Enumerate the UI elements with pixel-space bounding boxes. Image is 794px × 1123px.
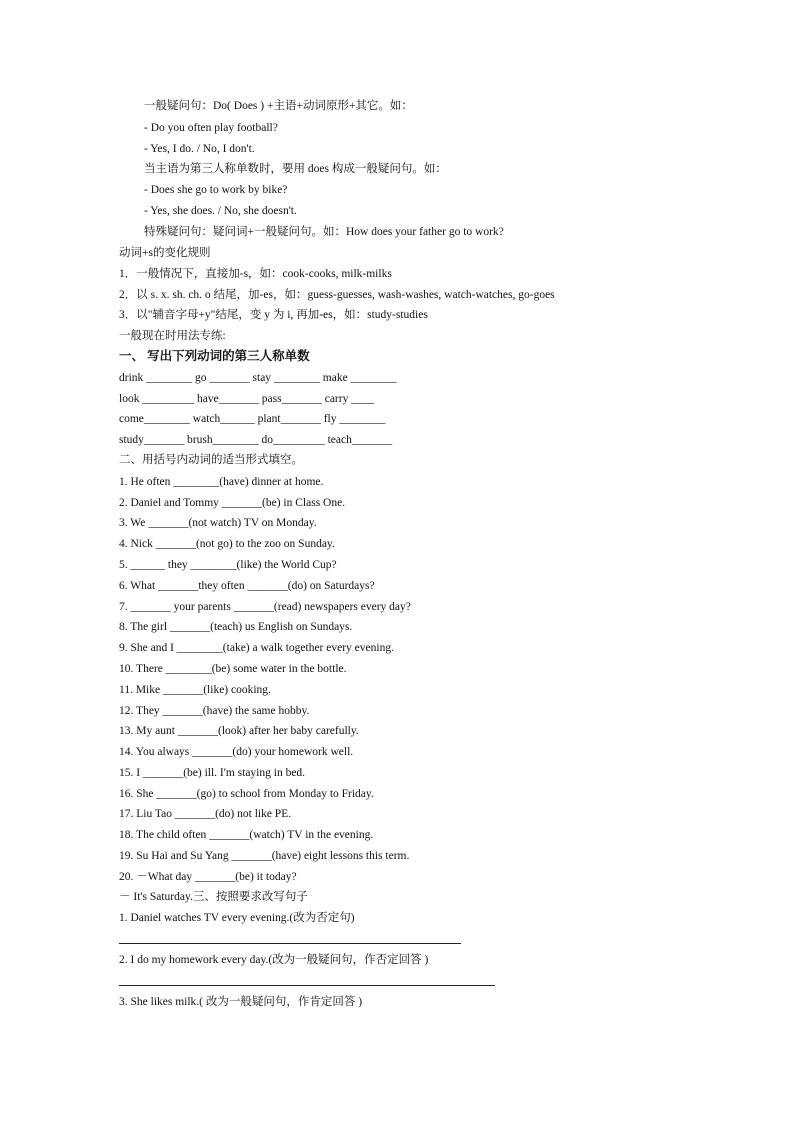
part2-item-20: 20. －What day _______(be) it today? — [119, 871, 297, 883]
part2-item-15: 15. I _______(be) ill. I'm staying in bed. — [119, 767, 306, 779]
part2-item-18: 18. The child often _______(watch) TV in the evening. — [119, 829, 374, 841]
part2-item-19: 19. Su Hai and Su Yang _______(have) eight lessons this term. — [119, 850, 410, 862]
part2-item-6: 6. What _______they often _______(do) on Saturdays? — [119, 580, 375, 592]
part1-line-4: study_______ brush________ do_________ teach_______ — [119, 434, 393, 446]
part1-line-1: drink ________ go _______ stay ________ make ________ — [119, 372, 397, 384]
part2-item-2: 2. Daniel and Tommy _______(be) in Class One. — [119, 497, 346, 509]
part2-item-3: 3. We _______(not watch) TV on Monday. — [119, 517, 317, 529]
part1-title: 一、 写出下列动词的第三人称单数 — [119, 349, 310, 363]
part3-title-line: － It's Saturday.三、按照要求改写句子 — [119, 891, 308, 903]
grammar-line-1: 一般疑问句：Do( Does ) +主语+动词原形+其它。如： — [144, 100, 413, 112]
part2-title: 二、用括号内动词的适当形式填空。 — [119, 454, 303, 466]
part3-item-1: 1. Daniel watches TV every evening.(改为否定句) — [119, 912, 355, 924]
rule-3: 3．以"辅音字母+y"结尾，变 y 为 i, 再加-es，如：study-studies — [119, 309, 428, 321]
rule-1: 1．一般情况下，直接加-s，如：cook-cooks, milk-milks — [119, 268, 392, 280]
part2-item-12: 12. They _______(have) the same hobby. — [119, 705, 310, 717]
rules-heading: 动词+s的变化规则 — [119, 247, 211, 259]
part2-item-17: 17. Liu Tao _______(do) not like PE. — [119, 808, 292, 820]
part3-item-2: 2. I do my homework every day.(改为一般疑问句，作否定回答 ) — [119, 954, 429, 966]
rule-2: 2．以 s. x. sh. ch. o 结尾，加-es，如：guess-guesses, wash-washes, watch-watches, go-goes — [119, 289, 555, 301]
grammar-line-3: - Yes, I do. / No, I don't. — [144, 143, 255, 155]
answer-line-1 — [119, 943, 461, 944]
practice-heading: 一般现在时用法专练: — [119, 330, 226, 342]
part2-item-5: 5. ______ they ________(like) the World Cup? — [119, 559, 337, 571]
part2-item-13: 13. My aunt _______(look) after her baby carefully. — [119, 725, 359, 737]
part2-item-14: 14. You always _______(do) your homework well. — [119, 746, 354, 758]
part1-line-3: come________ watch______ plant_______ fly ________ — [119, 413, 386, 425]
part2-item-7: 7. _______ your parents _______(read) newspapers every day? — [119, 601, 411, 613]
answer-line-2 — [119, 985, 495, 986]
grammar-line-5: - Does she go to work by bike? — [144, 184, 288, 196]
part2-item-10: 10. There ________(be) some water in the bottle. — [119, 663, 347, 675]
part2-item-8: 8. The girl _______(teach) us English on Sundays. — [119, 621, 353, 633]
part2-item-16: 16. She _______(go) to school from Monday to Friday. — [119, 788, 374, 800]
grammar-line-2: - Do you often play football? — [144, 122, 278, 134]
part2-item-9: 9. She and I ________(take) a walk together every evening. — [119, 642, 394, 654]
part2-item-11: 11. Mike _______(like) cooking. — [119, 684, 271, 696]
part3-item-3: 3. She likes milk.( 改为一般疑问句，作肯定回答 ) — [119, 996, 363, 1008]
grammar-line-6: - Yes, she does. / No, she doesn't. — [144, 205, 297, 217]
grammar-line-7: 特殊疑问句：疑问词+一般疑问句。如：How does your father go to work? — [144, 226, 504, 238]
part1-line-2: look _________ have_______ pass_______ carry ____ — [119, 393, 375, 405]
part2-item-1: 1. He often ________(have) dinner at home. — [119, 476, 324, 488]
grammar-line-4: 当主语为第三人称单数时，要用 does 构成一般疑问句。如： — [144, 163, 447, 175]
part2-item-4: 4. Nick _______(not go) to the zoo on Sunday. — [119, 538, 335, 550]
